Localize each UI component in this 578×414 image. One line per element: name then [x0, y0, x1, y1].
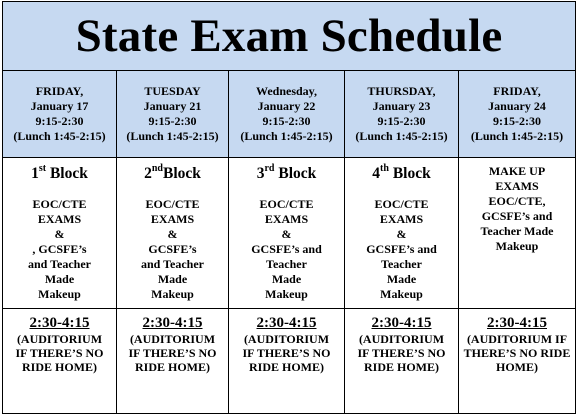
- block-cell-3: [229, 158, 345, 309]
- title-cell: [3, 2, 576, 71]
- day-row: [3, 71, 576, 158]
- day-time: 9:15-2:30: [377, 114, 426, 128]
- day-date: January 21: [143, 99, 202, 113]
- day-date: January 22: [257, 99, 316, 113]
- day-cell-fri-24: [459, 71, 576, 158]
- day-time: 9:15-2:30: [148, 114, 197, 128]
- block-title: [345, 165, 458, 183]
- afternoon-time: 2:30-4:15: [371, 315, 432, 331]
- afternoon-note: (AUDITORIUM IF THERE’S NO RIDE HOME): [357, 332, 446, 374]
- block-ordinal: nd: [151, 163, 163, 174]
- day-lunch: (Lunch 1:45-2:15): [240, 129, 333, 143]
- afternoon-row: [3, 309, 576, 414]
- block-number: 2: [144, 165, 152, 182]
- block-title: [229, 165, 344, 183]
- afternoon-cell-5: [459, 309, 576, 414]
- block-description: EOC/CTE EXAMS & GCSFE’s and Teacher Made Makeup: [366, 197, 437, 301]
- day-cell-fri-17: [3, 71, 117, 158]
- block-title: [117, 165, 228, 183]
- block-cell-4: [345, 158, 459, 309]
- day-name: FRIDAY,: [35, 84, 84, 98]
- block-number: 4: [372, 165, 381, 182]
- day-lunch: (Lunch 1:45-2:15): [355, 129, 448, 143]
- block-number: 3: [256, 165, 265, 182]
- day-lunch: (Lunch 1:45-2:15): [470, 129, 564, 143]
- day-cell-tue-21: [117, 71, 229, 158]
- afternoon-time: 2:30-4:15: [29, 315, 90, 331]
- title-row: [3, 2, 576, 71]
- block-cell-2: [117, 158, 229, 309]
- block-word: Block: [162, 165, 201, 182]
- block-ordinal: rd: [264, 163, 275, 174]
- day-time: 9:15-2:30: [262, 114, 311, 128]
- block-ordinal: th: [380, 163, 389, 174]
- day-name: FRIDAY,: [493, 84, 541, 98]
- block-cell-1: [3, 158, 117, 309]
- day-lunch: (Lunch 1:45-2:15): [126, 129, 219, 143]
- block-word: Block: [274, 165, 317, 182]
- day-name: Wednesday,: [255, 84, 318, 98]
- block-description: EOC/CTE EXAMS & , GCSFE’s and Teacher Made Makeup: [27, 197, 91, 301]
- day-cell-thu-23: [345, 71, 459, 158]
- day-date: January 17: [30, 99, 89, 113]
- day-cell-wed-22: [229, 71, 345, 158]
- day-date: January 23: [372, 99, 431, 113]
- afternoon-time: 2:30-4:15: [142, 315, 203, 331]
- afternoon-cell-3: [229, 309, 345, 414]
- block-word: Block: [388, 165, 431, 182]
- schedule-table: [2, 1, 576, 414]
- afternoon-note: (AUDITORIUM IF THERE’S NO RIDE HOME): [128, 332, 217, 374]
- afternoon-cell-4: [345, 309, 459, 414]
- afternoon-time: 2:30-4:15: [256, 315, 317, 331]
- afternoon-cell-1: [3, 309, 117, 414]
- block-row: [3, 158, 576, 309]
- afternoon-note: (AUDITORIUM IF THERE’S NO RIDE HOME): [463, 332, 571, 374]
- makeup-cell: [459, 158, 576, 309]
- block-description: EOC/CTE EXAMS & GCSFE’s and Teacher Made Makeup: [251, 197, 322, 301]
- afternoon-note: (AUDITORIUM IF THERE’S NO RIDE HOME): [15, 332, 104, 374]
- block-number: 1: [31, 165, 39, 182]
- day-lunch: (Lunch 1:45-2:15): [13, 129, 106, 143]
- afternoon-time: 2:30-4:15: [487, 315, 547, 331]
- day-name: TUESDAY: [144, 84, 201, 98]
- schedule-document: [2, 1, 575, 406]
- day-time: 9:15-2:30: [493, 114, 541, 128]
- day-name: THURSDAY,: [367, 84, 436, 98]
- afternoon-note: (AUDITORIUM IF THERE’S NO RIDE HOME): [242, 332, 331, 374]
- page-title: State Exam Schedule: [75, 9, 503, 62]
- day-time: 9:15-2:30: [35, 114, 84, 128]
- day-date: January 24: [488, 99, 546, 113]
- makeup-description: MAKE UP EXAMS EOC/CTE, GCSFE’s and Teacher Made Makeup: [480, 164, 554, 253]
- block-title: [3, 165, 116, 183]
- block-description: EOC/CTE EXAMS & GCSFE’s and Teacher Made Makeup: [140, 197, 204, 301]
- block-ordinal: st: [38, 163, 47, 174]
- block-word: Block: [46, 165, 88, 182]
- afternoon-cell-2: [117, 309, 229, 414]
